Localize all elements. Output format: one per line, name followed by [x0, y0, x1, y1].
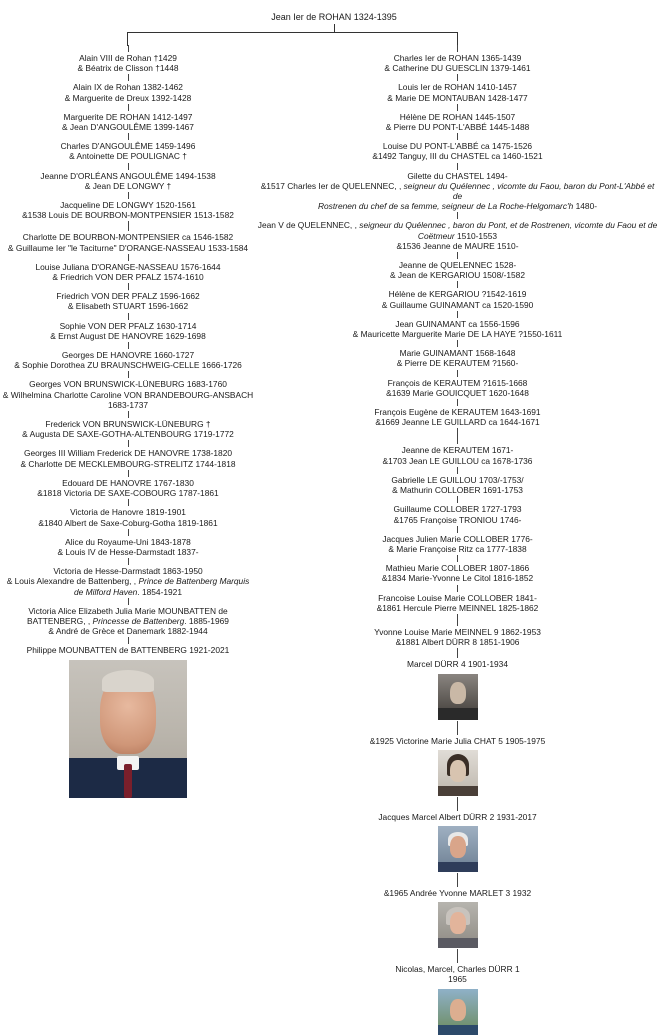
generation-entry: Louise DU PONT-L'ABBÉ ca 1475-1526 &1492 Tanguy, III du CHASTEL ca 1460-1521: [255, 133, 660, 161]
generation-entry: &1965 Andrée Yvonne MARLET 3 1932: [255, 873, 660, 948]
generation-entry: Jeanne D'ORLÉANS ANGOULÊME 1494-1538 & Jean DE LONGWY †: [0, 163, 256, 191]
generation-entry: François de KERAUTEM ?1615-1668 &1639 Marie GOUICQUET 1620-1648: [255, 370, 660, 398]
generation-entry: Jeanne de KERAUTEM 1671- &1703 Jean LE GUILLOU ca 1678-1736: [255, 428, 660, 465]
generation-entry: Marcel DÜRR 4 1901-1934: [255, 648, 660, 719]
generation-entry: Hélène DE ROHAN 1445-1507 & Pierre DU PONT-L'ABBÉ 1445-1488: [255, 104, 660, 132]
generation-entry: Gilette du CHASTEL 1494- &1517 Charles Ier de QUELENNEC, , seigneur du Quélennec , vicomte du Faou, baron du Pont-L'Abbé et de Rostrenen du chef de sa femme, seigneur de La Roche-Helgomarc'h 1480-: [255, 163, 660, 212]
generation-entry: François Eugène de KERAUTEM 1643-1691 &1669 Jeanne LE GUILLARD ca 1644-1671: [255, 399, 660, 427]
generation-entry: Sophie VON DER PFALZ 1630-1714 & Ernst August DE HANOVRE 1629-1698: [0, 313, 256, 341]
portrait-photo: [438, 989, 478, 1035]
portrait-photo: [438, 902, 478, 948]
portrait-photo: [69, 660, 187, 798]
generation-entry: Yvonne Louise Marie MEINNEL 9 1862-1953 &1881 Albert DÜRR 8 1851-1906: [255, 614, 660, 647]
generation-entry: Frederick VON BRUNSWICK-LÜNEBURG † & Augusta DE SAXE-GOTHA-ALTENBOURG 1719-1772: [0, 411, 256, 439]
generation-entry: Gabrielle LE GUILLOU 1703/-1753/ & Mathurin COLLOBER 1691-1753: [255, 467, 660, 495]
generation-entry: Marguerite DE ROHAN 1412-1497 & Jean D'ANGOULÊME 1399-1467: [0, 104, 256, 132]
generation-entry: Jeanne de QUELENNEC 1528- & Jean de KERGARIOU 1508/-1582: [255, 252, 660, 280]
generation-entry: Charlotte DE BOURBON-MONTPENSIER ca 1546-1582 & Guillaume Ier "le Taciturne" D'ORANGE-NASSEAU 1533-1584: [0, 221, 256, 252]
generation-entry: Louise Juliana D'ORANGE-NASSEAU 1576-1644 & Friedrich VON DER PFALZ 1574-1610: [0, 254, 256, 282]
portrait-photo: [438, 674, 478, 720]
generation-entry: Alain IX de Rohan 1382-1462 & Marguerite de Dreux 1392-1428: [0, 74, 256, 102]
generation-entry: Charles D'ANGOULÊME 1459-1496 & Antoinette DE POULIGNAC †: [0, 133, 256, 161]
generation-entry: Victoria de Hesse-Darmstadt 1863-1950 & Louis Alexandre de Battenberg, , Prince de Battenberg Marquis de Milford Haven. 1854-1921: [0, 558, 256, 597]
generation-entry: Georges III William Frederick DE HANOVRE 1738-1820 & Charlotte DE MECKLEMBOURG-STRELITZ 1744-1818: [0, 440, 256, 468]
portrait-photo: [438, 826, 478, 872]
generation-entry: Alice du Royaume-Uni 1843-1878 & Louis IV de Hesse-Darmstadt 1837-: [0, 529, 256, 557]
portrait-photo: [438, 750, 478, 796]
generation-entry: Mathieu Marie COLLOBER 1807-1866 &1834 Marie-Yvonne Le Citol 1816-1852: [255, 555, 660, 583]
generation-entry: Jean GUINAMANT ca 1556-1596 & Mauricette Marguerite Marie DE LA HAYE ?1550-1611: [255, 311, 660, 339]
generation-entry: Philippe MOUNBATTEN de BATTENBERG 1921-2021: [0, 637, 256, 797]
generation-entry: Georges VON BRUNSWICK-LÜNEBURG 1683-1760 & Wilhelmina Charlotte Caroline VON BRANDEBOURG-ANSBACH 1683-1737: [0, 371, 256, 410]
generation-entry: Jacques Julien Marie COLLOBER 1776- & Marie Françoise Ritz ca 1777-1838: [255, 526, 660, 554]
generation-entry: Jacques Marcel Albert DÜRR 2 1931-2017: [255, 797, 660, 872]
generation-entry: Jean V de QUELENNEC, , seigneur du Quélennec , baron du Pont, et de Rostrenen, vicomte du Faou et de Coëtmeur 1510-1553 &1536 Jeanne de MAURE 1510-: [255, 212, 660, 251]
branch-connector: [127, 32, 458, 33]
generation-entry: Alain VIII de Rohan †1429 & Béatrix de Clisson †1448: [0, 45, 256, 73]
root-connector: [334, 24, 335, 32]
generation-entry: Friedrich VON DER PFALZ 1596-1662 & Elisabeth STUART 1596-1662: [0, 283, 256, 311]
generation-entry: Marie GUINAMANT 1568-1648 & Pierre DE KERAUTEM ?1560-: [255, 340, 660, 368]
generation-entry: Georges DE HANOVRE 1660-1727 & Sophie Dorothea ZU BRAUNSCHWEIG-CELLE 1666-1726: [0, 342, 256, 370]
left-lineage: [0, 44, 256, 798]
generation-entry: Victoria Alice Elizabeth Julia Marie MOUNBATTEN de BATTENBERG, , Princesse de Battenberg. 1885-1969 & André de Grèce et Danemark 1882-1944: [0, 598, 256, 637]
generation-entry: Victoria de Hanovre 1819-1901 &1840 Albert de Saxe-Coburg-Gotha 1819-1861: [0, 499, 256, 527]
generation-entry: Guillaume COLLOBER 1727-1793 &1765 Françoise TRONIOU 1746-: [255, 496, 660, 524]
right-lineage: [255, 44, 660, 1035]
generation-entry: Edouard DE HANOVRE 1767-1830 &1818 Victoria DE SAXE-COBOURG 1787-1861: [0, 470, 256, 498]
generation-entry: Hélène de KERGARIOU ?1542-1619 & Guillaume GUINAMANT ca 1520-1590: [255, 281, 660, 309]
generation-entry: Nicolas, Marcel, Charles DÜRR 1 1965: [255, 949, 660, 1034]
generation-entry: Charles Ier de ROHAN 1365-1439 & Catherine DU GUESCLIN 1379-1461: [255, 45, 660, 73]
generation-entry: Jacqueline DE LONGWY 1520-1561 &1538 Louis DE BOURBON-MONTPENSIER 1513-1582: [0, 192, 256, 220]
generation-entry: &1925 Victorine Marie Julia CHAT 5 1905-1975: [255, 721, 660, 796]
generation-entry: Louis Ier de ROHAN 1410-1457 & Marie DE MONTAUBAN 1428-1477: [255, 74, 660, 102]
root-ancestor: Jean Ier de ROHAN 1324-1395: [271, 12, 397, 22]
generation-entry: Francoise Louise Marie COLLOBER 1841- &1861 Hercule Pierre MEINNEL 1825-1862: [255, 585, 660, 613]
